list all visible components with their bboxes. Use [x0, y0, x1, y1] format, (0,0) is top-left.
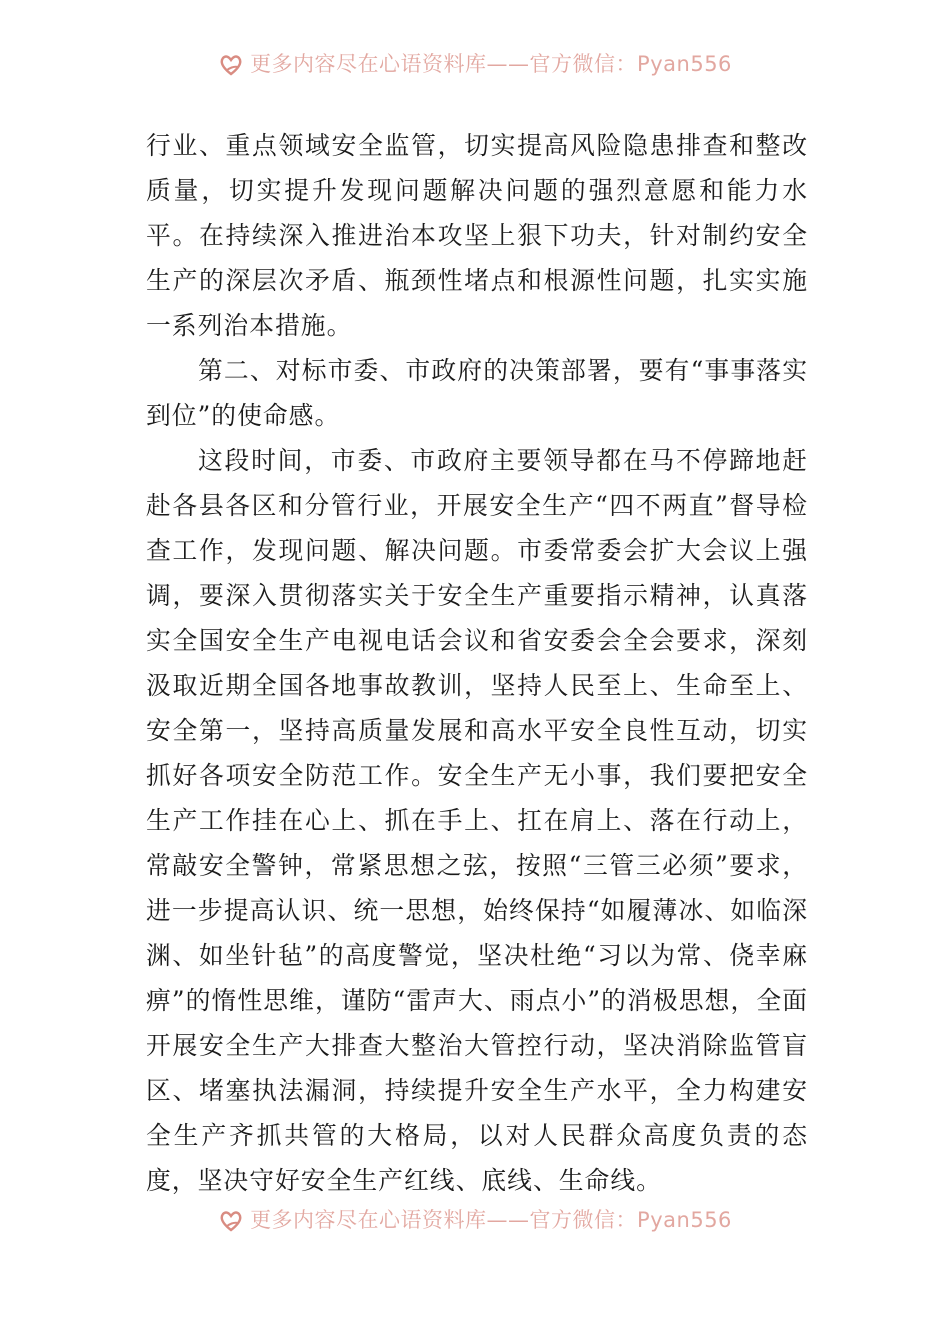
- watermark-text: 更多内容尽在心语资料库——官方微信：Pyan556: [250, 52, 732, 76]
- paragraph-heading: 第二、对标市委、市政府的决策部署，要有“事事落实到位”的使命感。: [146, 356, 808, 430]
- heart-logo-icon: [218, 1208, 244, 1234]
- paragraph: 行业、重点领域安全监管，切实提高风险隐患排查和整改质量，切实提升发现问题解决问题的强烈意愿和能力水平。在持续深入推进治本攻坚上狠下功夫，针对制约安全生产的深层次矛盾、瓶颈性堵点和根源性问题，扎实实施一系列治本措施。: [146, 131, 808, 340]
- watermark-text: 更多内容尽在心语资料库——官方微信：Pyan556: [250, 1208, 732, 1232]
- document-body: [146, 123, 808, 1203]
- paragraph: 这段时间，市委、市政府主要领导都在马不停蹄地赶赴各县各区和分管行业，开展安全生产“四不两直”督导检查工作，发现问题、解决问题。市委常委会扩大会议上强调，要深入贯彻落实关于安全生产重要指示精神，认真落实全国安全生产电视电话会议和省安委会全会要求，深刻汲取近期全国各地事故教训，坚持人民至上、生命至上、安全第一，坚持高质量发展和高水平安全良性互动，切实抓好各项安全防范工作。安全生产无小事，我们要把安全生产工作挂在心上、抓在手上、扛在肩上、落在行动上，常敲安全警钟，常紧思想之弦，按照“三管三必须”要求，进一步提高认识、统一思想，始终保持“如履薄冰、如临深渊、如坐针毡”的高度警觉，坚决杜绝“习以为常、侥幸麻痹”的惰性思维，谨防“雷声大、雨点小”的消极思想，全面开展安全生产大排查大整治大管控行动，坚决消除监管盲区、堵塞执法漏洞，持续提升安全生产水平，全力构建安全生产齐抓共管的大格局，以对人民群众高度负责的态度，坚决守好安全生产红线、底线、生命线。: [146, 446, 808, 1195]
- header-watermark: [0, 52, 950, 92]
- heart-logo-icon: [218, 52, 244, 78]
- footer-watermark: [0, 1208, 950, 1248]
